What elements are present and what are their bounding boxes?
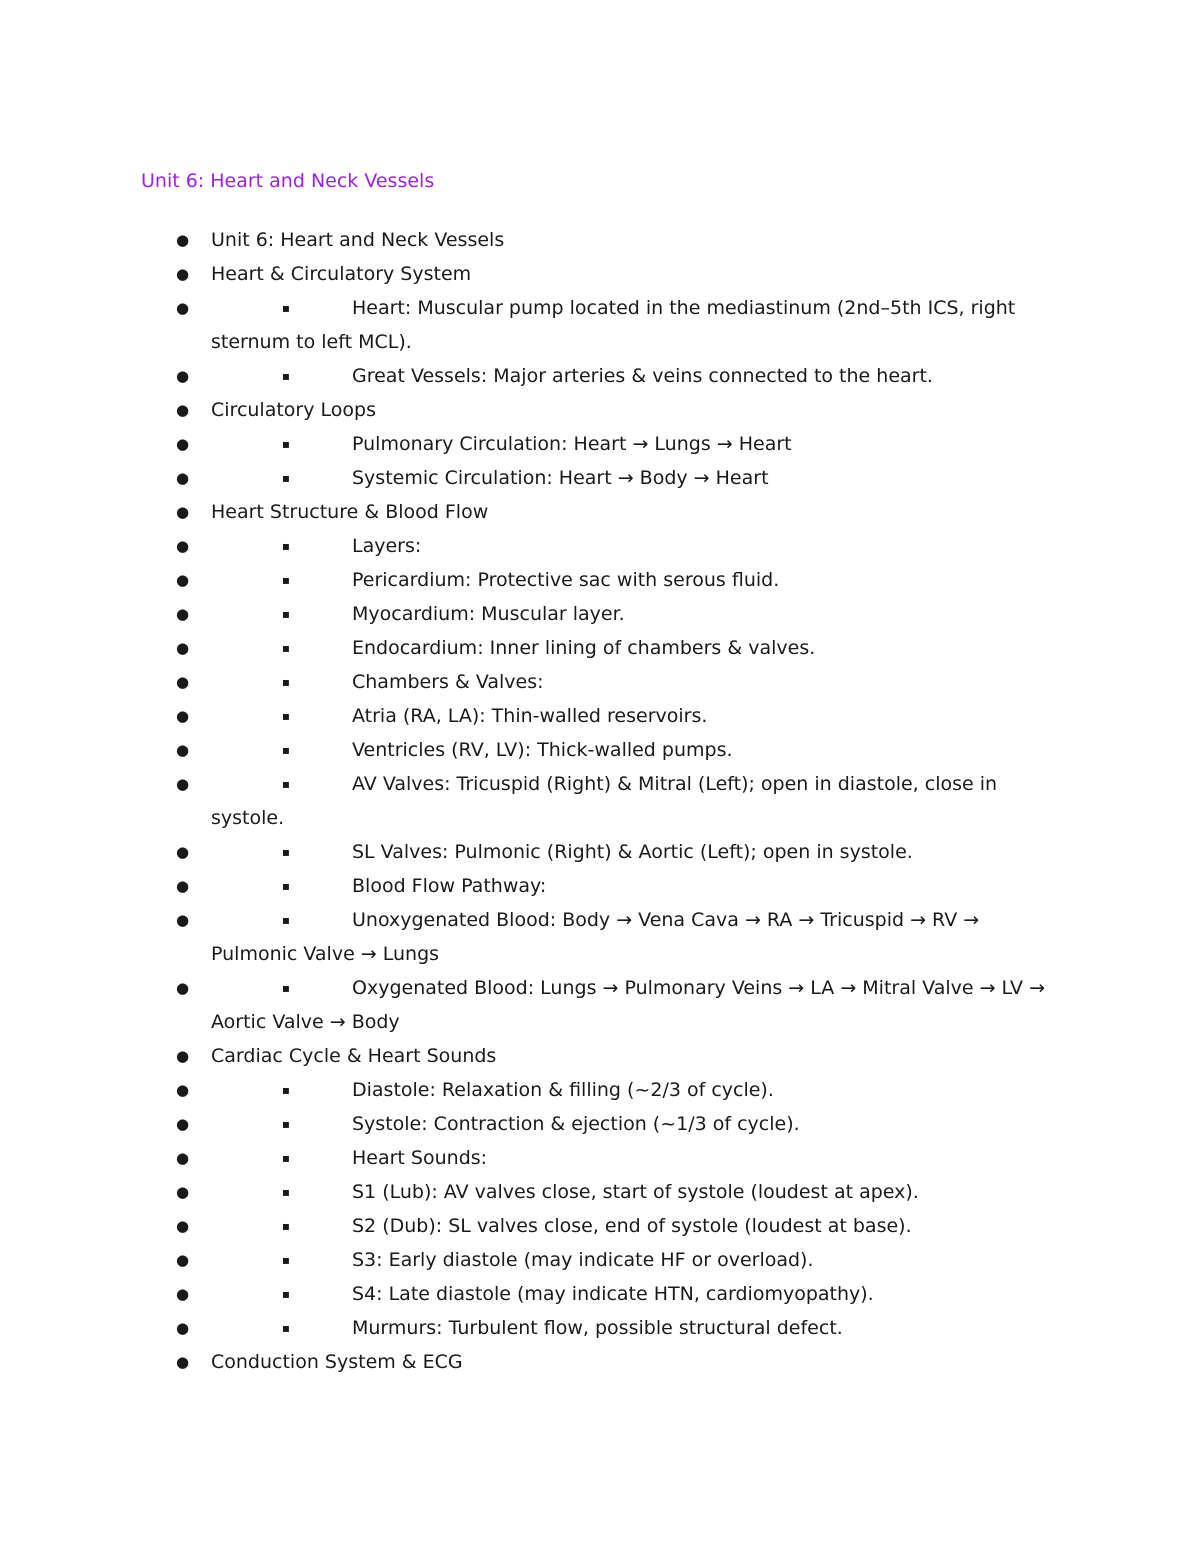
square-bullet-icon: ▪ [281, 301, 291, 315]
list-item-text: Ventricles (RV, LV): Thick-walled pumps. [352, 739, 733, 761]
list-item-text: Heart Structure & Blood Flow [211, 501, 489, 523]
list-item-text: Chambers & Valves: [352, 671, 544, 693]
square-bullet-icon: ▪ [281, 1253, 291, 1267]
square-bullet-icon: ▪ [281, 1151, 291, 1165]
sub-list-item [0, 1243, 1051, 1277]
square-bullet-icon: ▪ [281, 1219, 291, 1233]
list-item-text: Diastole: Relaxation & filling (~2/3 of cycle). [352, 1079, 774, 1101]
list-item [0, 223, 1051, 257]
bullet-icon: ● [176, 1319, 190, 1337]
list-item [0, 257, 1051, 291]
bullet-icon: ● [176, 639, 190, 657]
bullet-icon: ● [176, 537, 190, 555]
square-bullet-icon: ▪ [281, 879, 291, 893]
list-item-text: Heart & Circulatory System [211, 263, 472, 285]
sub-list-item [0, 835, 1051, 869]
square-bullet-icon: ▪ [281, 573, 291, 587]
list-item-text: Atria (RA, LA): Thin-walled reservoirs. [352, 705, 708, 727]
sub-list-item [0, 767, 1051, 835]
square-bullet-icon: ▪ [281, 913, 291, 927]
square-bullet-icon: ▪ [281, 743, 291, 757]
page-title: Unit 6: Heart and Neck Vessels [141, 170, 435, 192]
sub-list-item [0, 971, 1051, 1039]
list-item-text: SL Valves: Pulmonic (Right) & Aortic (Left); open in systole. [352, 841, 913, 863]
list-item-text: S3: Early diastole (may indicate HF or overload). [352, 1249, 814, 1271]
list-item-text: S4: Late diastole (may indicate HTN, cardiomyopathy). [352, 1283, 874, 1305]
sub-list-item [0, 903, 1051, 971]
sub-list-item [0, 597, 1051, 631]
list-item-text: Circulatory Loops [211, 399, 376, 421]
list-item-text: Pericardium: Protective sac with serous fluid. [352, 569, 780, 591]
bullet-icon: ● [176, 469, 190, 487]
bullet-icon: ● [176, 1149, 190, 1167]
square-bullet-icon: ▪ [281, 539, 291, 553]
bullet-icon: ● [176, 1047, 190, 1065]
bullet-icon: ● [176, 911, 190, 929]
square-bullet-icon: ▪ [281, 1321, 291, 1335]
list-item-text: Layers: [352, 535, 422, 557]
list-item [0, 1039, 1051, 1073]
sub-list-item [0, 1107, 1051, 1141]
bullet-icon: ● [176, 367, 190, 385]
sub-list-item [0, 359, 1051, 393]
outline-list [0, 223, 1200, 1379]
list-item [0, 495, 1051, 529]
sub-list-item [0, 291, 1051, 359]
square-bullet-icon: ▪ [281, 675, 291, 689]
list-item [0, 393, 1051, 427]
bullet-icon: ● [176, 1251, 190, 1269]
list-item-text: S2 (Dub): SL valves close, end of systole (loudest at base). [352, 1215, 912, 1237]
sub-list-item [0, 665, 1051, 699]
bullet-icon: ● [176, 299, 190, 317]
bullet-icon: ● [176, 1217, 190, 1235]
list-item-text: Heart: Muscular pump located in the mediastinum (2nd–5th ICS, right sternum to left MCL). [211, 297, 1016, 353]
list-item-text: Blood Flow Pathway: [352, 875, 547, 897]
sub-list-item [0, 1141, 1051, 1175]
bullet-icon: ● [176, 231, 190, 249]
square-bullet-icon: ▪ [281, 641, 291, 655]
list-item-text: AV Valves: Tricuspid (Right) & Mitral (Left); open in diastole, close in systole. [211, 773, 998, 829]
bullet-icon: ● [176, 401, 190, 419]
sub-list-item [0, 1277, 1051, 1311]
bullet-icon: ● [176, 877, 190, 895]
list-item-text: Unit 6: Heart and Neck Vessels [211, 229, 505, 251]
bullet-icon: ● [176, 775, 190, 793]
square-bullet-icon: ▪ [281, 1287, 291, 1301]
list-item-text: Systemic Circulation: Heart → Body → Heart [352, 467, 769, 489]
sub-list-item [0, 427, 1051, 461]
list-item [0, 1345, 1051, 1379]
list-item-text: Oxygenated Blood: Lungs → Pulmonary Veins → LA → Mitral Valve → LV → Aortic Valve → Body [211, 977, 1046, 1033]
square-bullet-icon: ▪ [281, 471, 291, 485]
list-item-text: Cardiac Cycle & Heart Sounds [211, 1045, 497, 1067]
list-item-text: Murmurs: Turbulent flow, possible structural defect. [352, 1317, 843, 1339]
square-bullet-icon: ▪ [281, 1185, 291, 1199]
sub-list-item [0, 733, 1051, 767]
bullet-icon: ● [176, 1115, 190, 1133]
list-item-text: Endocardium: Inner lining of chambers & valves. [352, 637, 816, 659]
sub-list-item [0, 529, 1051, 563]
bullet-icon: ● [176, 571, 190, 589]
bullet-icon: ● [176, 707, 190, 725]
list-item-text: Conduction System & ECG [211, 1351, 463, 1373]
square-bullet-icon: ▪ [281, 607, 291, 621]
bullet-icon: ● [176, 1353, 190, 1371]
square-bullet-icon: ▪ [281, 709, 291, 723]
sub-list-item [0, 869, 1051, 903]
bullet-icon: ● [176, 1183, 190, 1201]
bullet-icon: ● [176, 503, 190, 521]
sub-list-item [0, 461, 1051, 495]
square-bullet-icon: ▪ [281, 777, 291, 791]
sub-list-item [0, 631, 1051, 665]
bullet-icon: ● [176, 843, 190, 861]
sub-list-item [0, 563, 1051, 597]
sub-list-item [0, 1175, 1051, 1209]
list-item-text: Myocardium: Muscular layer. [352, 603, 625, 625]
square-bullet-icon: ▪ [281, 1083, 291, 1097]
bullet-icon: ● [176, 605, 190, 623]
bullet-icon: ● [176, 1081, 190, 1099]
sub-list-item [0, 1209, 1051, 1243]
list-item-text: Great Vessels: Major arteries & veins connected to the heart. [352, 365, 933, 387]
list-item-text: Pulmonary Circulation: Heart → Lungs → Heart [352, 433, 792, 455]
sub-list-item [0, 1311, 1051, 1345]
list-item-text: S1 (Lub): AV valves close, start of systole (loudest at apex). [352, 1181, 919, 1203]
list-item-text: Heart Sounds: [352, 1147, 488, 1169]
sub-list-item [0, 1073, 1051, 1107]
bullet-icon: ● [176, 673, 190, 691]
list-item-text: Systole: Contraction & ejection (~1/3 of cycle). [352, 1113, 800, 1135]
bullet-icon: ● [176, 435, 190, 453]
bullet-icon: ● [176, 741, 190, 759]
sub-list-item [0, 699, 1051, 733]
square-bullet-icon: ▪ [281, 1117, 291, 1131]
bullet-icon: ● [176, 979, 190, 997]
bullet-icon: ● [176, 1285, 190, 1303]
list-item-text: Unoxygenated Blood: Body → Vena Cava → RA → Tricuspid → RV → Pulmonic Valve → Lungs [211, 909, 980, 965]
square-bullet-icon: ▪ [281, 369, 291, 383]
square-bullet-icon: ▪ [281, 437, 291, 451]
square-bullet-icon: ▪ [281, 981, 291, 995]
square-bullet-icon: ▪ [281, 845, 291, 859]
bullet-icon: ● [176, 265, 190, 283]
